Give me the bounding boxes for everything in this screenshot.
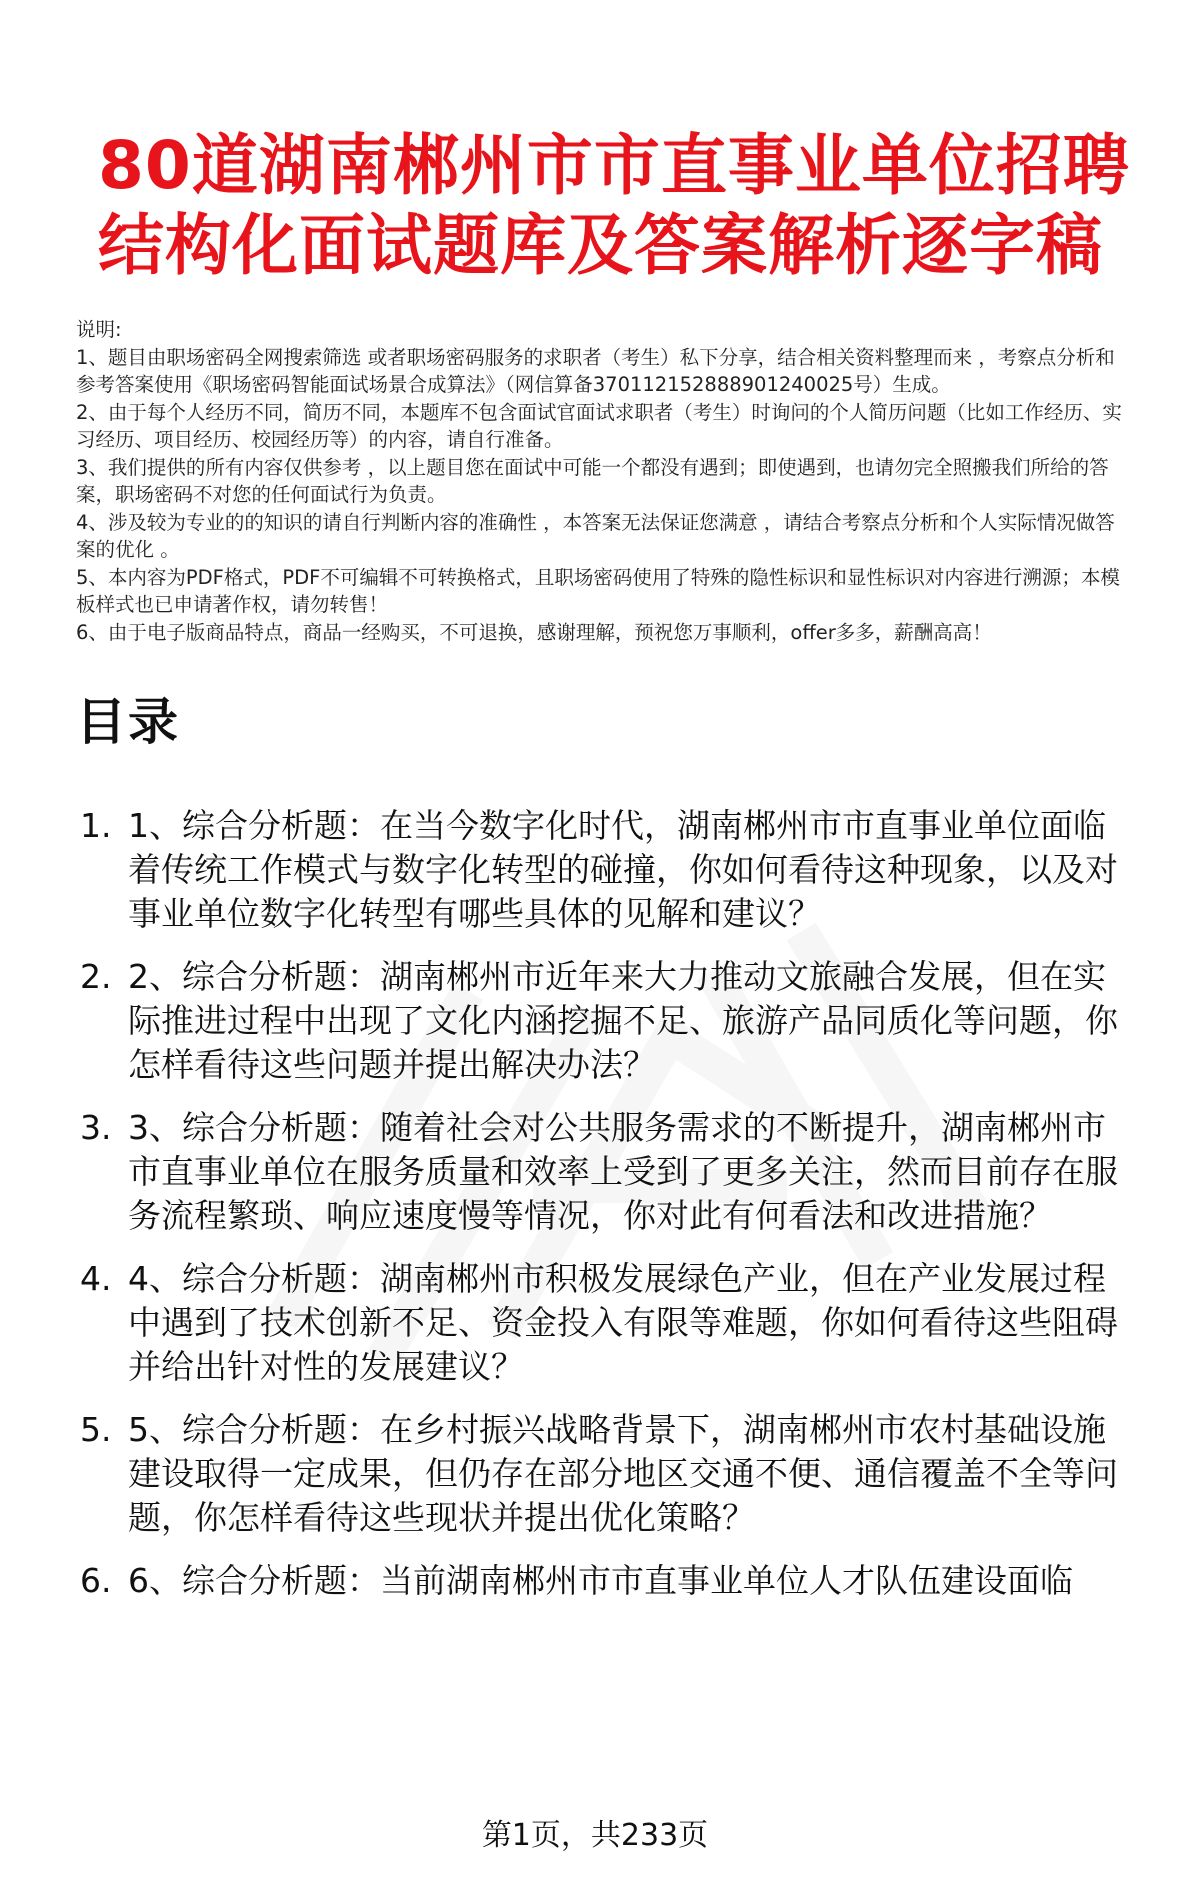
note-item: 2、由于每个人经历不同，简历不同，本题库不包含面试官面试求职者（考生）时询问的个人简历问题（比如工作经历、实习经历、项目经历、校园经历等）的内容，请自行准备。 bbox=[76, 400, 1122, 451]
note-item: 6、由于电子版商品特点，商品一经购买，不可退换，感谢理解，预祝您万事顺利，offer多多，薪酬高高！ bbox=[76, 620, 992, 644]
toc-entry[interactable] bbox=[76, 955, 1134, 1087]
toc-number: 6. bbox=[80, 1561, 112, 1600]
note-item: 5、本内容为PDF格式，PDF不可编辑不可转换格式，且职场密码使用了特殊的隐性标识和显性标识对内容进行溯源；本模板样式也已申请著作权，请勿转售！ bbox=[76, 565, 1120, 616]
title-line-1: 80道湖南郴州市市直事业单位招聘 bbox=[98, 127, 1130, 204]
toc-entry[interactable] bbox=[76, 804, 1134, 936]
toc-entry-text: 1、综合分析题：在当今数字化时代，湖南郴州市市直事业单位面临着传统工作模式与数字化转型的碰撞，你如何看待这种现象，以及对事业单位数字化转型有哪些具体的见解和建议？ bbox=[128, 806, 1118, 933]
table-of-contents bbox=[76, 804, 1134, 1603]
toc-number: 5. bbox=[80, 1410, 112, 1449]
toc-entry[interactable] bbox=[76, 1408, 1134, 1540]
toc-entry[interactable] bbox=[76, 1257, 1134, 1389]
toc-entry[interactable] bbox=[76, 1106, 1134, 1238]
note-item: 1、题目由职场密码全网搜索筛选 或者职场密码服务的求职者（考生）私下分享，结合相关资料整理而来 ，考察点分析和参考答案使用《职场密码智能面试场景合成算法》（网信算备370112152888901240025号）生成。 bbox=[76, 345, 1115, 396]
toc-entry-text: 2、综合分析题：湖南郴州市近年来大力推动文旅融合发展，但在实际推进过程中出现了文化内涵挖掘不足、旅游产品同质化等问题，你怎样看待这些问题并提出解决办法？ bbox=[128, 957, 1118, 1084]
toc-entry[interactable] bbox=[76, 1559, 1134, 1603]
document-title bbox=[76, 126, 1134, 286]
toc-entry-text: 6、综合分析题：当前湖南郴州市市直事业单位人才队伍建设面临 bbox=[128, 1561, 1073, 1600]
title-line-2: 结构化面试题库及答案解析逐字稿 bbox=[98, 207, 1103, 284]
toc-heading: 目录 bbox=[76, 693, 180, 751]
notes-heading: 说明: bbox=[76, 318, 122, 341]
instructions-block bbox=[76, 316, 1134, 646]
toc-number: 3. bbox=[80, 1108, 112, 1147]
toc-number: 1. bbox=[80, 806, 112, 845]
note-item: 3、我们提供的所有内容仅供参考 ，以上题目您在面试中可能一个都没有遇到；即使遇到，也请勿完全照搬我们所给的答案，职场密码不对您的任何面试行为负责。 bbox=[76, 455, 1109, 506]
toc-number: 4. bbox=[80, 1259, 112, 1298]
toc-entry-text: 3、综合分析题：随着社会对公共服务需求的不断提升，湖南郴州市市直事业单位在服务质量和效率上受到了更多关注，然而目前存在服务流程繁琐、响应速度慢等情况，你对此有何看法和改进措施？ bbox=[128, 1108, 1118, 1235]
page-footer: 第1页，共233页 bbox=[481, 1818, 709, 1853]
toc-number: 2. bbox=[80, 957, 112, 996]
note-item: 4、涉及较为专业的的知识的请自行判断内容的准确性 ，本答案无法保证您满意 ，请结合考察点分析和个人实际情况做答案的优化 。 bbox=[76, 510, 1115, 561]
toc-entry-text: 5、综合分析题：在乡村振兴战略背景下，湖南郴州市农村基础设施建设取得一定成果，但仍存在部分地区交通不便、通信覆盖不全等问题，你怎样看待这些现状并提出优化策略？ bbox=[128, 1410, 1118, 1537]
document-page bbox=[0, 126, 1190, 1881]
toc-entry-text: 4、综合分析题：湖南郴州市积极发展绿色产业，但在产业发展过程中遇到了技术创新不足、资金投入有限等难题，你如何看待这些阻碍并给出针对性的发展建议？ bbox=[128, 1259, 1118, 1386]
